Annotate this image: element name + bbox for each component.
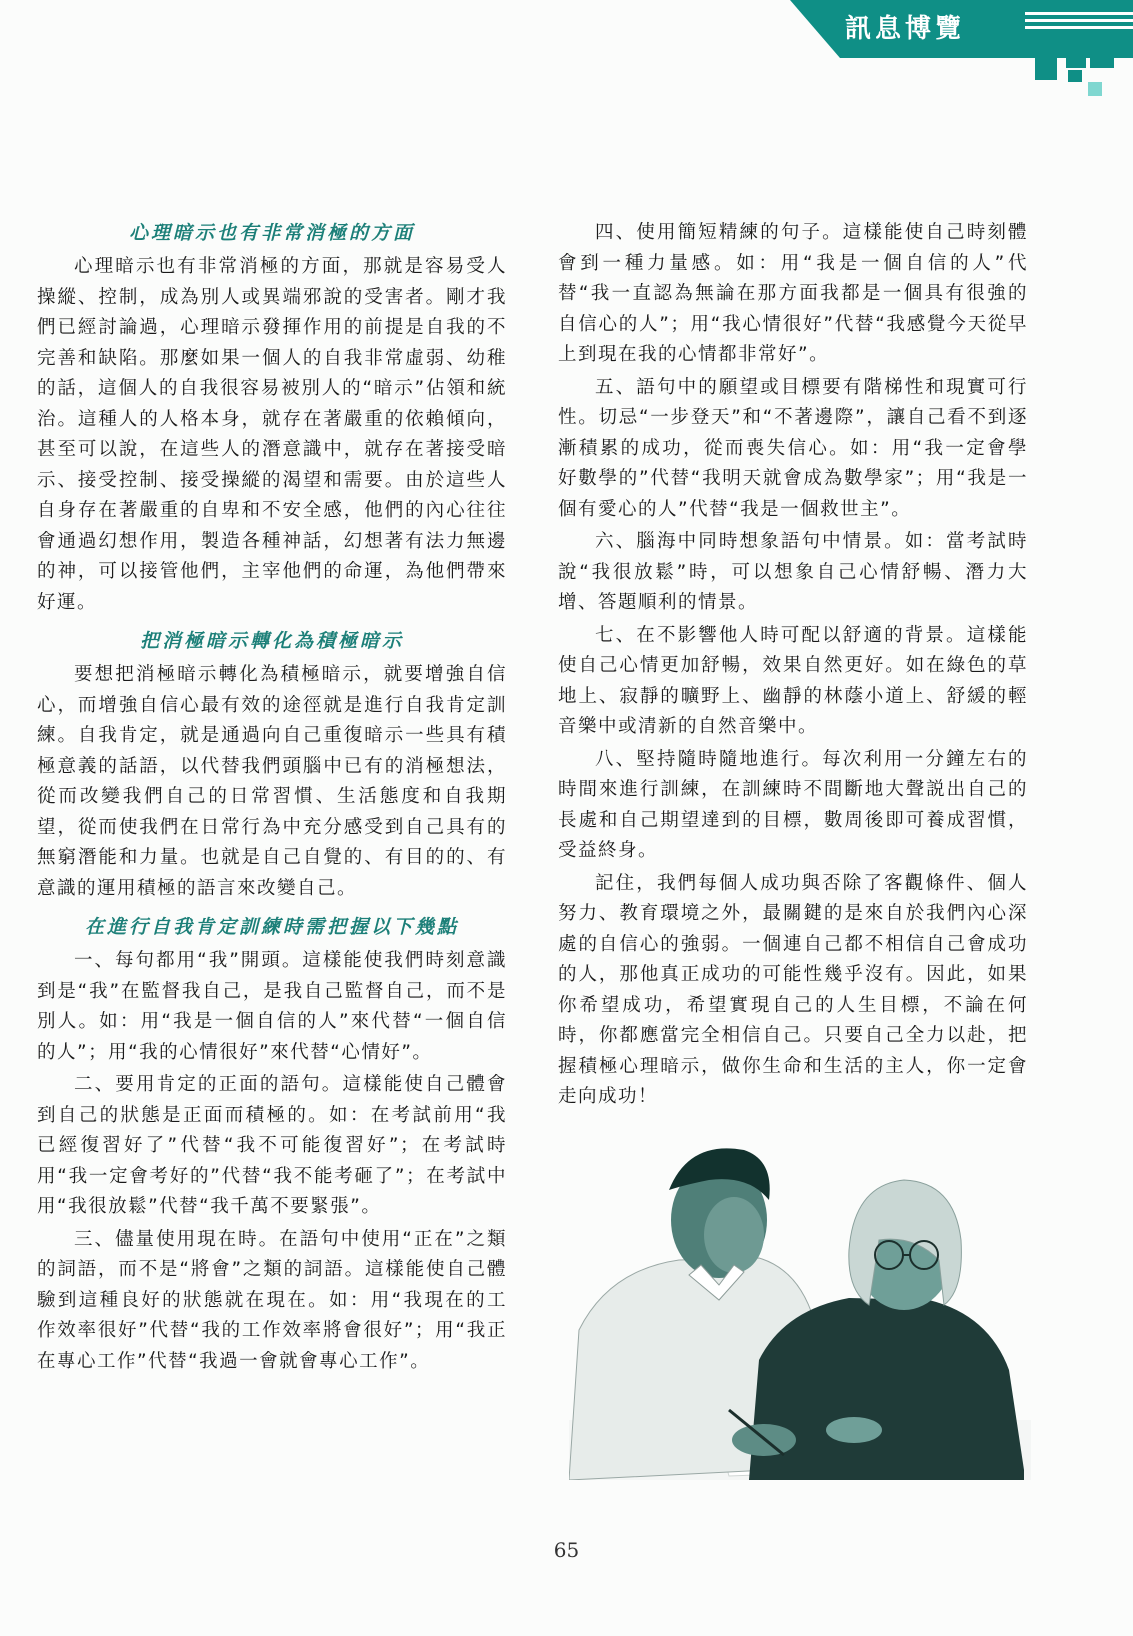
paragraph: 一、每句都用“我”開頭。這樣能使我們時刻意識到是“我”在監督我自己，是我自己監督自己，而不是別人。如：用“我是一個自信的人”來代替“一個自信的人”；用“我的心情很好”來代替“心情好”。: [37, 950, 507, 1063]
decor-square: [1068, 70, 1082, 82]
header-decor-lines: [1025, 12, 1133, 33]
paragraph: 二、要用肯定的正面的語句。這樣能使自己體會到自己的狀態是正面而積極的。如：在考試前用“我已經復習好了”代替“我不可能復習好”；在考試時用“我一定會考好的”代替“我不能考砸了”；在考試中用“我很放鬆”代替“我千萬不要緊張”。: [37, 1074, 507, 1217]
left-column: [37, 218, 507, 1379]
paragraph: 五、語句中的願望或目標要有階梯性和現實可行性。切忌“一步登天”和“不著邊際”，讓自己看不到逐漸積累的成功，從而喪失信心。如：用“我一定會學好數學的”代替“我明天就會成為數學家”；用“我是一個有愛心的人”代替“我是一個救世主”。: [558, 376, 1028, 520]
paragraph: 四、使用簡短精練的句子。這樣能使自己時刻體會到一種力量感。如：用“我是一個自信的人”代替“我一直認為無論在那方面我都是一個具有很強的自信心的人”；用“我心情很好”代替“我感覺今天從早上到現在我的心情都非常好”。: [558, 222, 1028, 365]
section-title: 訊息博覽: [845, 14, 966, 44]
paragraph: 記住，我們每個人成功與否除了客觀條件、個人努力、教育環境之外，最關鍵的是來自於我們內心深處的自信心的強弱。一個連自己都不相信自己會成功的人，那他真正成功的可能性幾乎沒有。因此，如果你希望成功，希望實現自己的人生目標，不論在何時，你都應當完全相信自己。只要自己全力以赴，把握積極心理暗示，做你生命和生活的主人，你一定會走向成功！: [558, 872, 1028, 1107]
paragraph: 心理暗示也有非常消極的方面，那就是容易受人操縱、控制，成為別人或異端邪說的受害者。剛才我們已經討論過，心理暗示發揮作用的前提是自我的不完善和缺陷。那麼如果一個人的自我非常虛弱、幼稚的話，這個人的自我很容易被別人的“暗示”佔領和統治。這種人的人格本身，就存在著嚴重的依賴傾向，甚至可以說，在這些人的潛意識中，就存在著接受暗示、接受控制、接受操縱的渴望和需要。由於這些人自身存在著嚴重的自卑和不安全感，他們的內心往往會通過幻想作用，製造各種神話，幻想著有法力無邊的神，可以接管他們，主宰他們的命運，為他們帶來好運。: [37, 256, 507, 613]
section-heading-negative-suggestion: 心理暗示也有非常消極的方面: [128, 222, 415, 244]
decor-square: [1035, 58, 1057, 80]
decor-square: [1088, 82, 1102, 96]
paragraph: 八、堅持隨時隨地進行。每次利用一分鐘左右的時間來進行訓練，在訓練時不間斷地大聲説出自己的長處和自己期望達到的目標，數周後即可養成習慣，受益終身。: [558, 748, 1028, 861]
decor-square: [1066, 48, 1086, 68]
paragraph: 三、儘量使用現在時。在語句中使用“正在”之類的詞語，而不是“將會”之類的詞語。這樣能使自己體驗到這種良好的狀態就在現在。如：用“我現在的工作效率很好”代替“我的工作效率將會很好”；用“我正在專心工作”代替“我過一會就會專心工作”。: [37, 1228, 507, 1372]
section-heading-convert-suggestion: 把消極暗示轉化為積極暗示: [139, 630, 404, 652]
decor-square: [1090, 44, 1114, 68]
page-number: 65: [553, 1538, 580, 1562]
section-heading-training-points: 在進行自我肯定訓練時需把握以下幾點: [84, 916, 459, 938]
paragraph: 七、在不影響他人時可配以舒適的背景。這樣能使自己心情更加舒暢，效果自然更好。如在綠色的草地上、寂靜的曠野上、幽靜的林蔭小道上、舒緩的輕音樂中或清新的自然音樂中。: [558, 624, 1028, 737]
photo-couple-studying: [569, 1140, 1031, 1480]
paragraph: 要想把消極暗示轉化為積極暗示，就要增強自信心，而增強自信心最有效的途徑就是進行自我肯定訓練。自我肯定，就是通過向自己重復暗示一些具有積極意義的話語，以代替我們頭腦中已有的消極想法，從而改變我們自己的日常習慣、生活態度和自我期望，從而使我們在日常行為中充分感受到自己具有的無窮潛能和力量。也就是自己自覺的、有目的的、有意識的運用積極的語言來改變自己。: [37, 664, 507, 899]
paragraph: 六、腦海中同時想象語句中情景。如：當考試時說“我很放鬆”時，可以想象自己心情舒暢、潛力大增、答題順利的情景。: [558, 531, 1028, 613]
right-column: [558, 218, 1028, 1115]
